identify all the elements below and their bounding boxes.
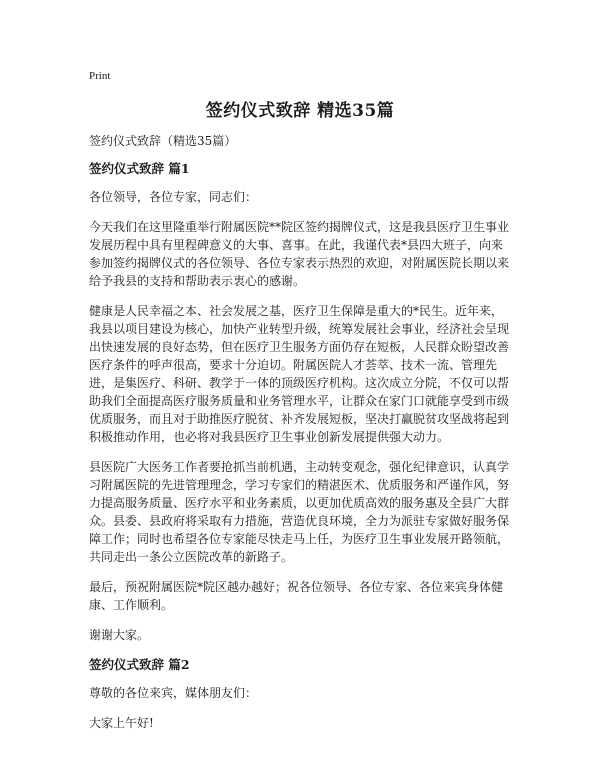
paragraph: 尊敬的各位来宾，媒体朋友们： bbox=[89, 686, 258, 700]
paragraph: 谢谢大家。 bbox=[89, 628, 150, 642]
section-heading-2: 签约仪式致辞 篇2 bbox=[89, 657, 190, 672]
section-heading-1: 签约仪式致辞 篇1 bbox=[89, 161, 190, 176]
paragraph: 健康是人民幸福之本、社会发展之基，医疗卫生保障是重大的*民生。近年来，我县以项目建设为核心，加快产业转型升级，统筹发展社会事业，经济社会呈现出快速发展的良好态势，但在医疗卫生服务方面仍存在短板，人民群众盼望改善医疗条件的呼声很高，要求十分迫切。附属医院人才荟萃、技术一流、管理先进，是集医疗、科研、教学于一体的顶级医疗机构。这次成立分院，不仅可以帮助我们全面提高医疗服务质量和业务管理水平，让群众在家门口就能享受到市级优质服务，而且对于助推医疗脱贫、补齐发展短板，坚决打赢脱贫攻坚战将起到积极推动作用，也必将对我县医疗卫生事业创新发展提供强大动力。 bbox=[89, 304, 510, 444]
document-subtitle: 签约仪式致辞（精选35篇） bbox=[89, 134, 237, 148]
paragraph: 大家上午好! bbox=[89, 716, 154, 730]
paragraph: 最后，预祝附属医院*院区越办越好；祝各位领导、各位专家、各位来宾身体健康、工作顺利。 bbox=[89, 580, 504, 612]
paragraph: 各位领导，各位专家，同志们： bbox=[89, 190, 258, 204]
print-label: Print bbox=[89, 70, 111, 82]
page-title: 签约仪式致辞 精选35篇 bbox=[205, 101, 395, 121]
paragraph: 县医院广大医务工作者要抢抓当前机遇，主动转变观念，强化纪律意识，认真学习附属医院的先进管理理念，学习专家们的精湛医术、优质服务和严谨作风，努力提高服务质量、医疗水平和业务素质，以更加优质高效的服务惠及全县广大群众。县委、县政府将采取有力措施，营造优良环境，全力为派驻专家做好服务保障工作；同时也希望各位专家能尽快走马上任，为医疗卫生事业发展开路领航，共同走出一条公立医院改革的新路子。 bbox=[89, 460, 510, 564]
document-body bbox=[89, 132, 513, 744]
paragraph: 今天我们在这里隆重举行附属医院**院区签约揭牌仪式，这是我县医疗卫生事业发展历程中具有里程碑意义的大事、喜事。在此，我谨代表*县四大班子，向来参加签约揭牌仪式的各位领导、各位专家表示热烈的欢迎，对附属医院长期以来给予我县的支持和帮助表示衷心的感谢。 bbox=[89, 220, 510, 288]
